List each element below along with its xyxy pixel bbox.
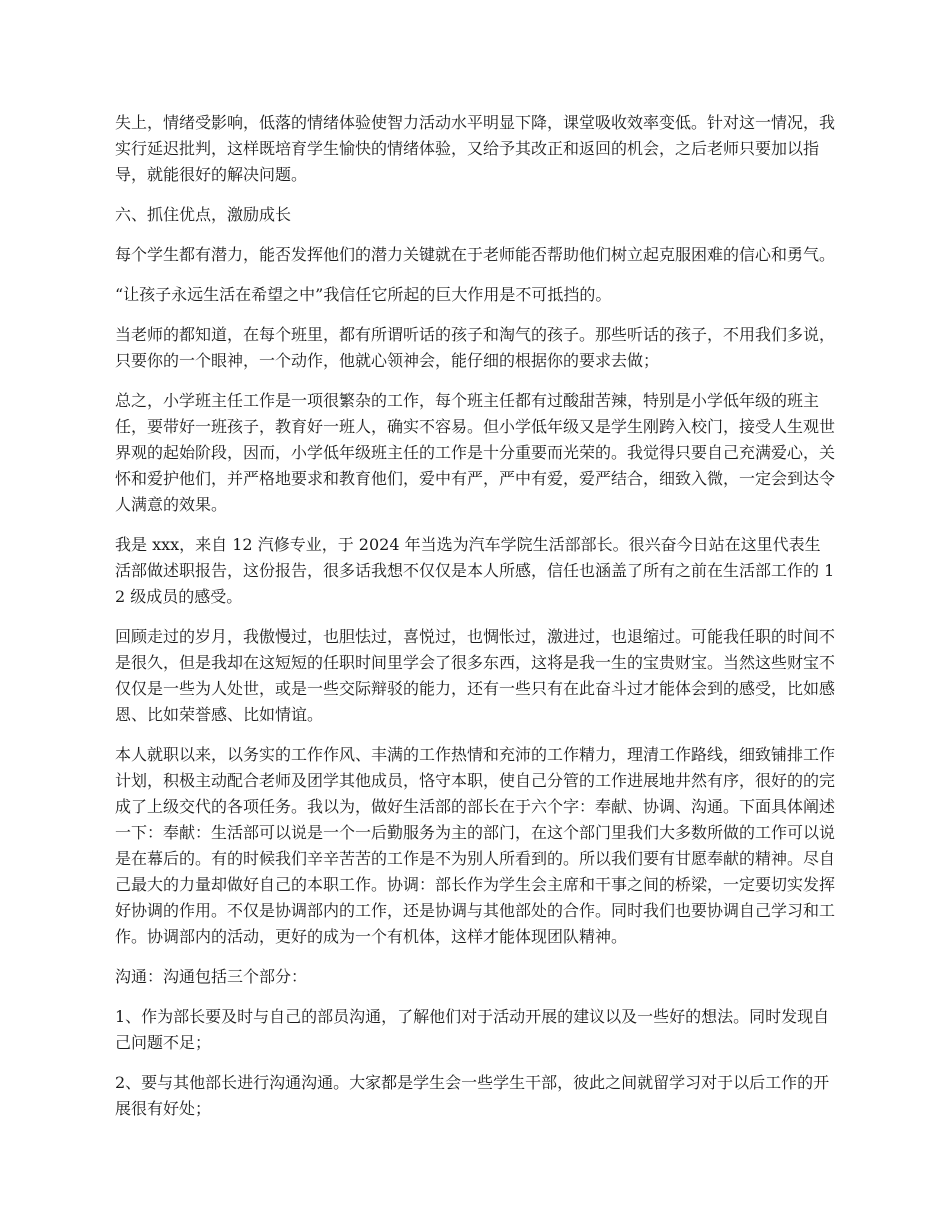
paragraph-communication-item-1: 1、作为部长要及时与自己的部员沟通，了解他们对于活动开展的建议以及一些好的想法。同时发现自己问题不足； bbox=[115, 1007, 830, 1052]
paragraph-obedient-children: 当老师的都知道，在每个班里，都有所谓听话的孩子和淘气的孩子。那些听话的孩子，不用我们多说，只要你的一个眼神，一个动作，他就心领神会，能仔细的根据你的要求去做； bbox=[115, 325, 836, 370]
paragraph-work-summary: 本人就职以来，以务实的工作作风、丰满的工作热情和充沛的工作精力，理清工作路线，细致铺排工作计划，积极主动配合老师及团学其他成员，恪守本职，使自己分管的工作进展地井然有序，很好的的完成了上级交代的各项任务。我以为，做好生活部的部长在于六个字：奉献、协调、沟通。下面具体阐述一下：奉献：生活部可以说是一个一后勤服务为主的部门，在这个部门里我们大多数所做的工作可以说是在幕后的。有的时候我们辛辛苦苦的工作是不为别人所看到的。所以我们要有甘愿奉献的精神。尽自己最大的力量却做好自己的本职工作。协调：部长作为学生会主席和干事之间的桥梁，一定要切实发挥好协调的作用。不仅是协调部内的工作，还是协调与其他部处的合作。同时我们也要协调自己学习和工作。协调部内的活动，更好的成为一个有机体，这样才能体现团队精神。 bbox=[115, 745, 836, 946]
section-heading-six: 六、抓住优点，激励成长 bbox=[115, 205, 292, 224]
paragraph-delayed-critique: 失上，情绪受影响，低落的情绪体验使智力活动水平明显下降，课堂吸收效率变低。针对这一情况，我实行延迟批判，这样既培育学生愉快的情绪体验，又给予其改正和返回的机会，之后老师只要加以指导，就能很好的解决问题。 bbox=[115, 113, 836, 184]
paragraph-conclusion: 总之，小学班主任工作是一项很繁杂的工作，每个班主任都有过酸甜苦辣，特别是小学低年级的班主任，要带好一班孩子，教育好一班人，确实不容易。但小学低年级又是学生刚跨入校门，接受人生观世界观的起始阶段，因而，小学低年级班主任的工作是十分重要而光荣的。我觉得只要自己充满爱心，关怀和爱护他们，并严格地要求和教育他们，爱中有严，严中有爱，爱严结合，细致入微，一定会到达令人满意的效果。 bbox=[115, 391, 836, 514]
paragraph-hope-quote: “让孩子永远生活在希望之中”我信任它所起的巨大作用是不可抵挡的。 bbox=[115, 285, 612, 304]
paragraph-communication-item-2: 2、要与其他部长进行沟通沟通。大家都是学生会一些学生干部，彼此之间就留学习对于以后工作的开展很有好处； bbox=[115, 1073, 830, 1118]
paragraph-retrospective: 回顾走过的岁月，我傲慢过，也胆怯过，喜悦过，也惆怅过，激进过，也退缩过。可能我任职的时间不是很久，但是我却在这短短的任职时间里学会了很多东西，这将是我一生的宝贵财宝。当然这些财宝不仅仅是一些为人处世，或是一些交际辩驳的能力，还有一些只有在此奋斗过才能体会到的感受，比如感恩、比如荣誉感、比如情谊。 bbox=[115, 627, 836, 724]
paragraph-self-introduction: 我是 xxx，来自 12 汽修专业，于 2024 年当选为汽车学院生活部部长。很兴奋今日站在这里代表生活部做述职报告，这份报告，很多话我想不仅仅是本人所感，信任也涵盖了所有之前在生活部工作的 12 级成员的感受。 bbox=[115, 535, 835, 606]
paragraph-communication-heading: 沟通：沟通包括三个部分： bbox=[115, 967, 308, 986]
paragraph-student-potential: 每个学生都有潜力，能否发挥他们的潜力关键就在于老师能否帮助他们树立起克服困难的信心和勇气。 bbox=[115, 245, 836, 264]
